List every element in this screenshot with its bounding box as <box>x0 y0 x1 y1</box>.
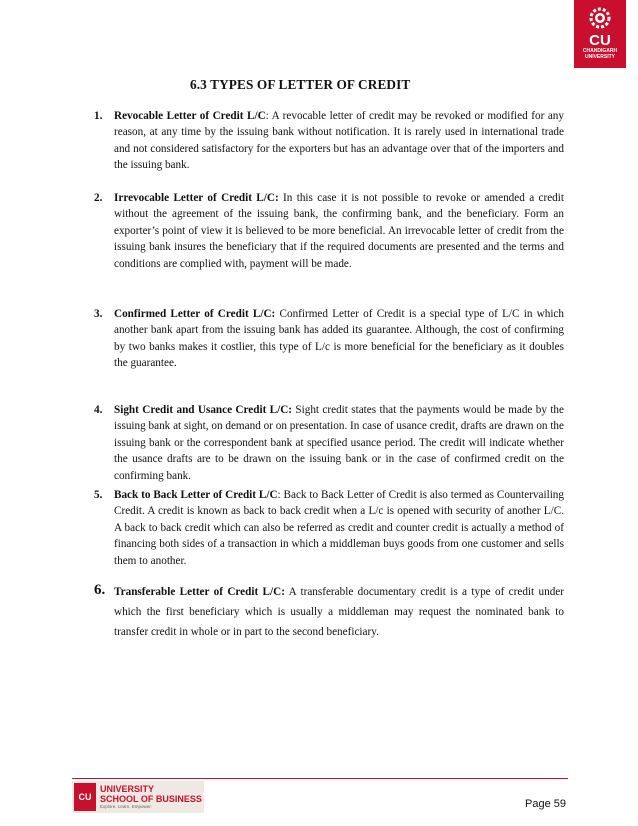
item-number: 4. <box>94 404 103 416</box>
footer-logo <box>72 781 204 813</box>
item-number: 5. <box>94 489 103 501</box>
list-item <box>94 487 564 569</box>
list-item <box>94 108 564 174</box>
logo-mark: CU <box>589 32 611 49</box>
gear-emblem-icon <box>585 3 615 33</box>
item-text: : A revocable letter of credit may be revoked or modified for any reason, at any time by the issuing bank without notification. It is rarely used in international trade and not considered satisfactory for the exporters but has an advantage over that of the importers and the issuing bank. <box>114 110 564 172</box>
item-text: A transferable documentary credit is a type of credit under which the first beneficiary which is usually a middleman may request the nominated bank to transfer credit in whole or in part to the second beneficiary. <box>114 586 564 638</box>
item-number: 3. <box>94 308 103 320</box>
list-item <box>94 306 564 372</box>
item-number: 6. <box>94 582 106 598</box>
footer-tagline: Explore. Learn. Empower. <box>100 804 152 809</box>
item-text: Sight credit states that the payments would be made by the issuing bank at sight, on demand or on presentation. In case of usance credit, drafts are drawn on the issuing bank or the correspondent bank at specified usance period. The credit will indicate whether the usance drafts are to be drawn on the issuing bank or in the case of confirmed credit on the confirming bank. <box>114 404 564 482</box>
footer-badge: CU <box>74 783 96 811</box>
footer-divider <box>72 778 568 779</box>
item-text: Confirmed Letter of Credit is a special type of L/C in which another bank apart from the issuing bank has added its guarantee. Although, the cost of confirming by two banks makes it costlier, this type of L/c is more beneficial for the beneficiary as it doubles the guarantee. <box>114 308 564 370</box>
page-number: Page 59 <box>525 798 566 810</box>
item-number: 1. <box>94 110 103 122</box>
logo-name: CHANDIGARH UNIVERSITY <box>582 48 618 60</box>
item-number: 2. <box>94 192 103 204</box>
university-logo <box>574 0 626 68</box>
item-heading: Sight Credit and Usance Credit L/C: <box>114 404 293 416</box>
list-item <box>94 402 564 484</box>
item-heading: Revocable Letter of Credit L/C <box>114 110 266 122</box>
list-item <box>94 582 564 642</box>
footer-line2: SCHOOL OF BUSINESS <box>100 794 202 804</box>
item-heading: Confirmed Letter of Credit L/C: <box>114 308 276 320</box>
item-heading: Transferable Letter of Credit L/C: <box>114 586 285 598</box>
footer-line1: UNIVERSITY <box>100 784 155 794</box>
list-item <box>94 190 564 272</box>
item-heading: Irrevocable Letter of Credit L/C: <box>114 192 279 204</box>
item-heading: Back to Back Letter of Credit L/C <box>114 489 278 501</box>
section-title: 6.3 TYPES OF LETTER OF CREDIT <box>190 77 411 92</box>
item-text: : Back to Back Letter of Credit is also termed as Countervailing Credit. A credit is known as back to back credit when a L/c is opened with security of another L/C. A back to back credit which can also be referred as credit and counter credit is actually a method of financing both sides of a transaction in which a middleman buys goods from one customer and sells them to another. <box>114 489 564 567</box>
item-text: In this case it is not possible to revoke or amended a credit without the agreement of the issuing bank, the confirming bank, and the beneficiary. Form an exporter’s point of view it is believed to be more beneficial. An irrevocable letter of credit from the issuing bank insures the beneficiary that if the required documents are presented and the terms and conditions are complied with, payment will be made. <box>114 192 564 270</box>
